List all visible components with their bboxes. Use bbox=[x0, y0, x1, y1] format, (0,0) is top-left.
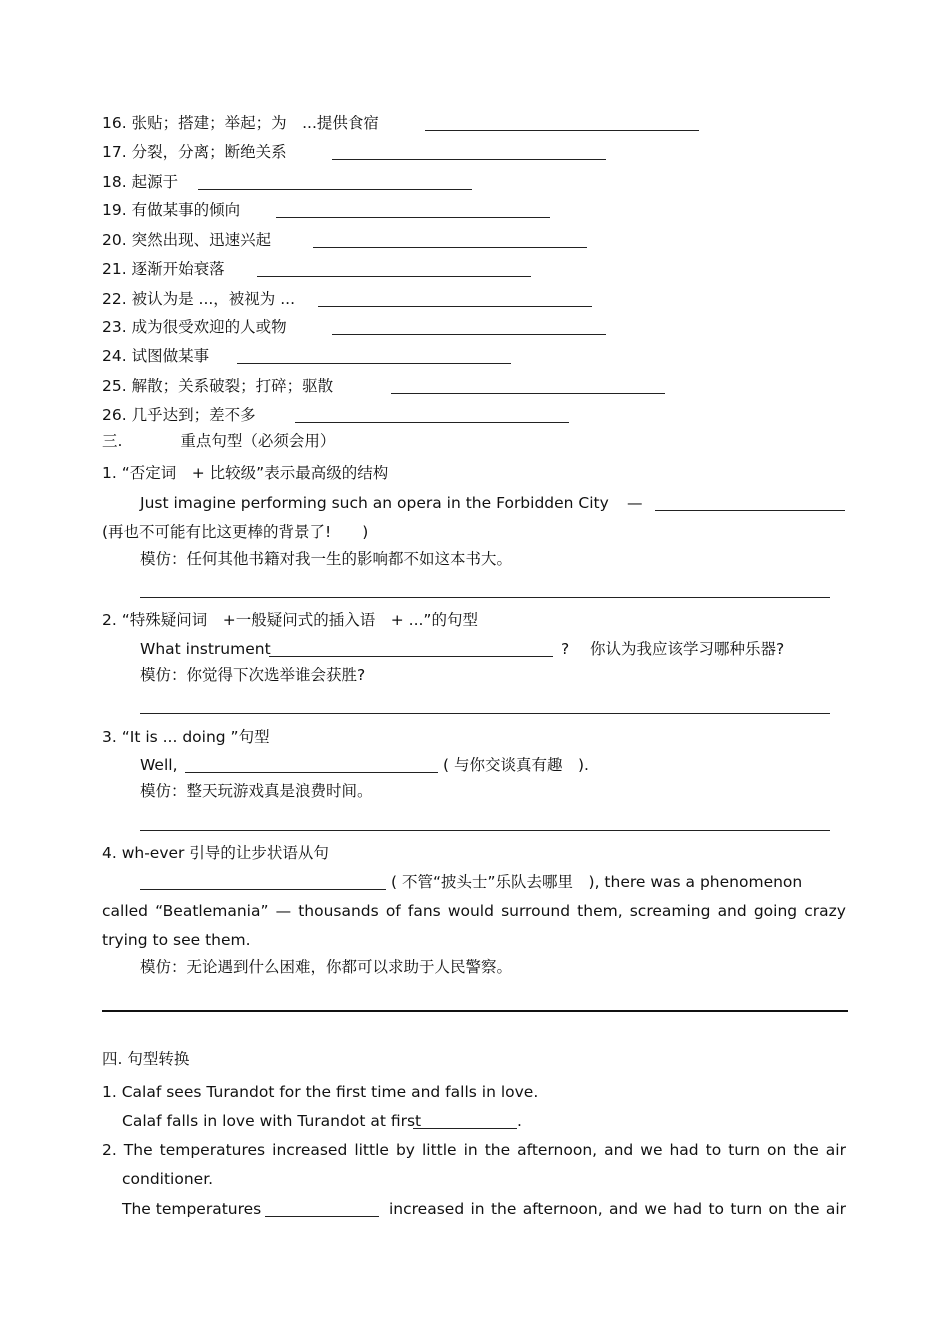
word: turn bbox=[730, 1200, 763, 1218]
pattern-4-imitate: 模仿：无论遇到什么困难，你都可以求助于人民警察。 bbox=[140, 958, 513, 976]
pattern-1-translation: (再也不可能有比这更棒的背景了! ) bbox=[102, 523, 369, 541]
word: had bbox=[669, 1141, 699, 1159]
section-divider bbox=[102, 1010, 848, 1012]
section-3-heading: 三. 重点句型（必须会用） bbox=[102, 432, 336, 450]
pattern-1-dash: — bbox=[627, 494, 643, 512]
q2-line3-start: The temperatures bbox=[122, 1200, 262, 1218]
word: afternoon, bbox=[517, 1141, 598, 1159]
vocab-item-16: 16. 张贴；搭建；举起；为 ...提供食宿 bbox=[102, 114, 379, 132]
pattern-3-imitate: 模仿：整天玩游戏真是浪费时间。 bbox=[140, 782, 373, 800]
q1-line2: Calaf falls in love with Turandot at first bbox=[122, 1112, 422, 1130]
word: little bbox=[354, 1141, 389, 1159]
vocab-item-21: 21. 逐渐开始衰落 bbox=[102, 260, 225, 278]
vocab-item-24: 24. 试图做某事 bbox=[102, 347, 210, 365]
pattern-4-title: 4. wh-ever 引导的让步状语从句 bbox=[102, 844, 329, 862]
answer-blank[interactable] bbox=[198, 189, 472, 190]
pattern-2-imitate: 模仿：你觉得下次选举谁会获胜? bbox=[140, 666, 366, 684]
word: of bbox=[385, 902, 401, 920]
word: surround bbox=[501, 902, 571, 920]
word: by bbox=[395, 1141, 415, 1159]
vocab-item-22: 22. 被认为是 ...，被视为 ... bbox=[102, 290, 296, 308]
word: The bbox=[123, 1141, 153, 1159]
answer-blank[interactable] bbox=[332, 334, 606, 335]
word: to bbox=[708, 1200, 724, 1218]
pattern-1-imitate: 模仿：任何其他书籍对我一生的影响都不如这本书大。 bbox=[140, 550, 513, 568]
vocab-item-19: 19. 有做某事的倾向 bbox=[102, 201, 241, 219]
pattern-1-title: 1. “否定词 + 比较级”表示最高级的结构 bbox=[102, 464, 389, 482]
answer-blank[interactable] bbox=[140, 889, 386, 890]
word: the bbox=[794, 1200, 820, 1218]
answer-blank[interactable] bbox=[265, 1216, 379, 1217]
word: air bbox=[825, 1141, 846, 1159]
word: and bbox=[717, 902, 747, 920]
answer-blank[interactable] bbox=[318, 306, 592, 307]
word: crazy bbox=[804, 902, 846, 920]
q2-line3-end bbox=[389, 1199, 846, 1219]
word: fans bbox=[407, 902, 441, 920]
word: in bbox=[463, 1141, 478, 1159]
pattern-2-translation: 你认为我应该学习哪种乐器? bbox=[590, 640, 785, 658]
word: had bbox=[672, 1200, 703, 1218]
word: thousands bbox=[298, 902, 379, 920]
pattern-3-sentence: Well, bbox=[140, 756, 178, 774]
word: the bbox=[793, 1141, 819, 1159]
word: would bbox=[447, 902, 494, 920]
word: temperatures bbox=[159, 1141, 266, 1159]
answer-blank[interactable] bbox=[257, 276, 531, 277]
word: we bbox=[644, 1200, 667, 1218]
pattern-2-sentence: What instrument bbox=[140, 640, 271, 658]
vocab-item-20: 20. 突然出现、迅速兴起 bbox=[102, 231, 272, 249]
word: little bbox=[421, 1141, 457, 1159]
answer-line[interactable] bbox=[140, 597, 830, 598]
pattern-4-line1-tail: ( 不管“披头士”乐队去哪里 ), there was a phenomenon bbox=[391, 873, 803, 891]
answer-line[interactable] bbox=[140, 830, 830, 831]
word: called bbox=[102, 902, 149, 920]
word: to bbox=[705, 1141, 722, 1159]
word: increased bbox=[389, 1200, 465, 1218]
word: them, bbox=[577, 902, 623, 920]
vocab-item-17: 17. 分裂，分离；断绝关系 bbox=[102, 143, 287, 161]
word: and bbox=[604, 1141, 634, 1159]
answer-blank[interactable] bbox=[413, 1128, 517, 1129]
answer-blank[interactable] bbox=[269, 656, 553, 657]
section-4-heading: 四. 句型转换 bbox=[102, 1050, 190, 1068]
word: increased bbox=[272, 1141, 348, 1159]
pattern-4-line3: trying to see them. bbox=[102, 931, 251, 949]
pattern-3-title: 3. “It is ... doing ”句型 bbox=[102, 728, 270, 746]
answer-line[interactable] bbox=[140, 713, 830, 714]
word: we bbox=[640, 1141, 663, 1159]
word: the bbox=[484, 1141, 511, 1159]
pattern-3-translation: ( 与你交谈真有趣 ). bbox=[443, 756, 589, 774]
word: the bbox=[490, 1200, 517, 1218]
answer-blank[interactable] bbox=[313, 247, 587, 248]
q2-line2: conditioner. bbox=[122, 1170, 214, 1188]
answer-blank[interactable] bbox=[276, 217, 550, 218]
pattern-2-title: 2. “特殊疑问词 +一般疑问式的插入语 + ...”的句型 bbox=[102, 611, 478, 629]
q2-line1 bbox=[102, 1140, 846, 1160]
word: “Beatlemania” bbox=[155, 902, 269, 920]
pattern-2-qmark: ? bbox=[561, 640, 570, 658]
word: — bbox=[275, 902, 292, 920]
answer-blank[interactable] bbox=[655, 510, 845, 511]
answer-blank[interactable] bbox=[185, 772, 438, 773]
vocab-item-23: 23. 成为很受欢迎的人或物 bbox=[102, 318, 287, 336]
word: afternoon, bbox=[522, 1200, 603, 1218]
word: going bbox=[753, 902, 798, 920]
vocab-item-26: 26. 几乎达到；差不多 bbox=[102, 406, 256, 424]
q1-period: . bbox=[517, 1112, 522, 1130]
word: on bbox=[768, 1200, 788, 1218]
word: and bbox=[608, 1200, 639, 1218]
answer-blank[interactable] bbox=[295, 422, 569, 423]
answer-blank[interactable] bbox=[237, 363, 511, 364]
vocab-item-25: 25. 解散；关系破裂；打碎；驱散 bbox=[102, 377, 334, 395]
answer-blank[interactable] bbox=[391, 393, 665, 394]
word: 2. bbox=[102, 1141, 117, 1159]
q1-line1: 1. Calaf sees Turandot for the first time and falls in love. bbox=[102, 1083, 539, 1101]
word: turn bbox=[728, 1141, 761, 1159]
vocab-item-18: 18. 起源于 bbox=[102, 173, 179, 191]
pattern-1-sentence: Just imagine performing such an opera in the Forbidden City bbox=[140, 494, 609, 512]
word: in bbox=[470, 1200, 485, 1218]
answer-blank[interactable] bbox=[332, 159, 606, 160]
answer-blank[interactable] bbox=[425, 130, 699, 131]
pattern-4-line2 bbox=[102, 901, 846, 921]
word: air bbox=[825, 1200, 847, 1218]
word: screaming bbox=[629, 902, 711, 920]
word: on bbox=[767, 1141, 787, 1159]
